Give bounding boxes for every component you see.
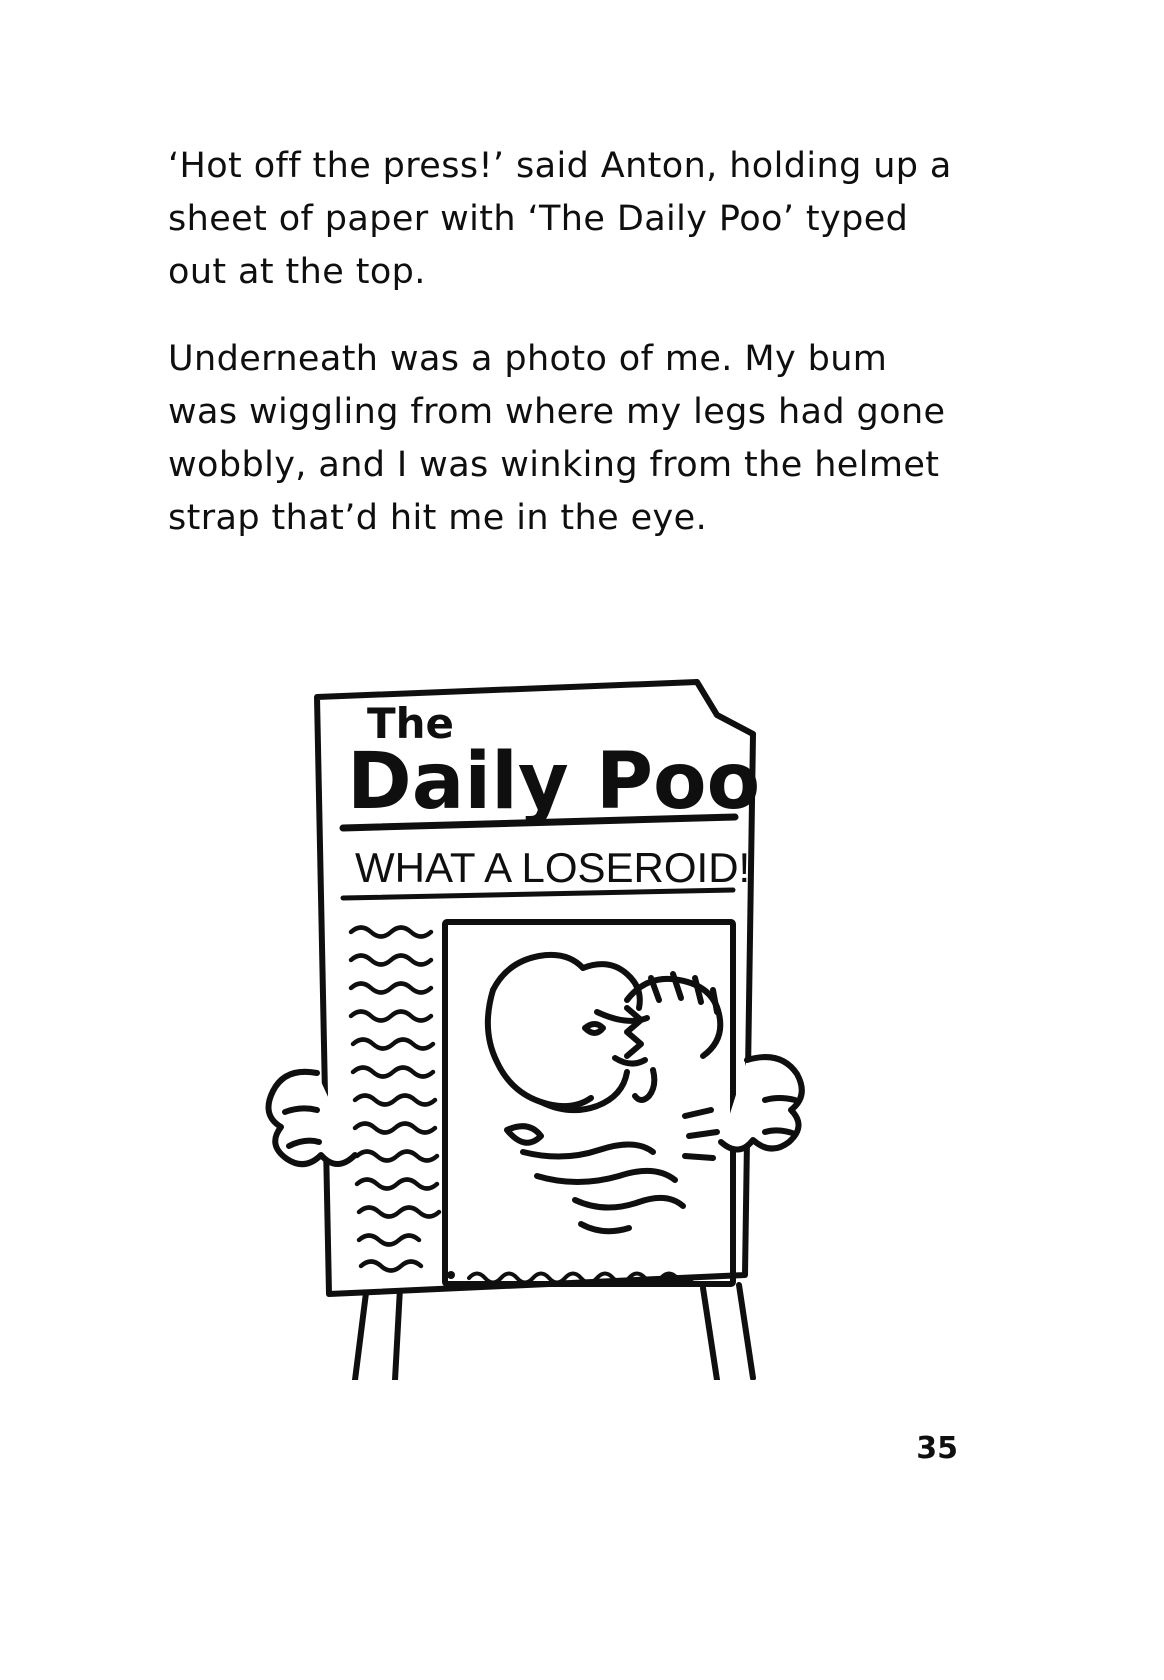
newspaper-headline: WHAT A LOSEROID!	[355, 844, 751, 891]
paragraph-1: ‘Hot off the press!’ said Anton, holding up a sheet of paper with ‘The Daily Poo’ typed out at the top.	[168, 146, 952, 292]
caption-bullet	[447, 1271, 455, 1279]
page-body-text	[168, 140, 958, 579]
leg-right-line-1	[703, 1288, 717, 1380]
illustration-character-holding-newspaper	[255, 660, 895, 1380]
paragraph-2: Underneath was a photo of me. My bum was wiggling from where my legs had gone wobbly, and I was winking from the helmet strap that’d hit me in the eye.	[168, 339, 946, 538]
page-number: 35	[916, 1431, 958, 1466]
leg-left-line-1	[355, 1285, 367, 1380]
masthead-small-text: The	[367, 699, 455, 748]
leg-left-line-2	[395, 1288, 400, 1380]
masthead-main-text: Daily Poo	[347, 737, 761, 827]
leg-right-line-2	[739, 1285, 753, 1378]
